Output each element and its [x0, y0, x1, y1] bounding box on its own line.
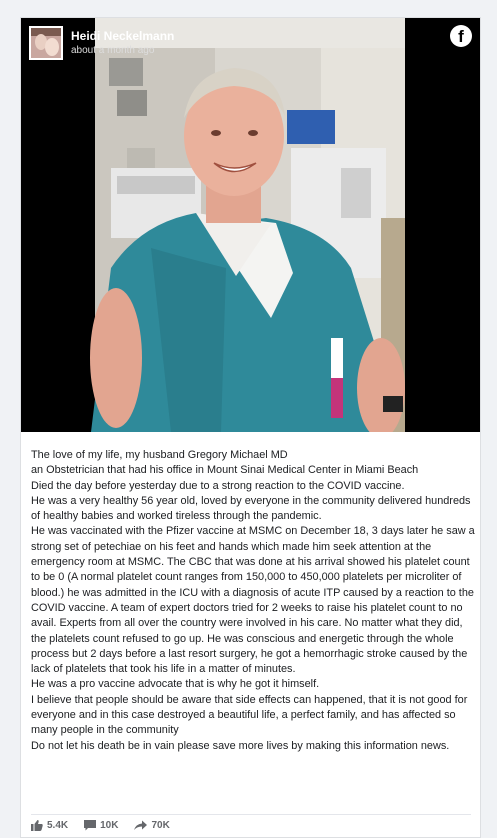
- post-paragraph: Died the day before yesterday due to a strong reaction to the COVID vaccine.: [31, 479, 405, 492]
- facebook-icon[interactable]: f: [450, 25, 472, 47]
- thumbs-up-icon: [31, 820, 43, 831]
- post-paragraph: He was vaccinated with the Pfizer vaccine at MSMC on December 18, 3 days later he saw a strong set of petechiae on his feet and hands which made him seek attention at the emergency room at MSMC. The CBC that was done at his arrival showed his platelet count to be 0 (A normal platelet count ranges from 150,000 to 450,000 platelets per microliter of blood.) he was admitted in the ICU with a diagnosis of acute ITP caused by a reaction to the COVID vaccine. A team of expert doctors tried for 2 weeks to raise his platelet count to no avail. Experts from all over the country were involved in his care. No matter what they did, the platelets count refused to go up. He was conscious and energetic through the whole process but 2 days before a last resort surgery, he got a hemorrhagic stroke caused by the lack of platelets that took his life in a matter of minutes.: [31, 525, 475, 676]
- likes-stat[interactable]: [31, 820, 68, 831]
- likes-count: 5.4K: [47, 820, 69, 831]
- post-paragraph: an Obstetrician that had his office in Mount Sinai Medical Center in Miami Beach: [31, 464, 419, 477]
- author-name[interactable]: Heidi Neckelmann: [71, 29, 175, 43]
- post-timestamp[interactable]: about a month ago: [71, 45, 155, 56]
- post-body: [31, 448, 476, 754]
- post-header: [29, 26, 174, 60]
- shares-count: 70K: [151, 820, 170, 831]
- post-card: [20, 17, 481, 838]
- shares-stat[interactable]: [134, 820, 169, 831]
- share-icon: [134, 820, 147, 831]
- post-photo[interactable]: [21, 18, 480, 432]
- avatar[interactable]: [29, 26, 63, 60]
- photo-illustration: [21, 18, 480, 432]
- post-paragraph: He was a pro vaccine advocate that is why he got it himself.: [31, 678, 320, 691]
- post-paragraph: I believe that people should be aware that side effects can happened, that it is not good for everyone and in this case destroyed a beautiful life, a perfect family, and has affected so many people in the community: [31, 693, 468, 737]
- engagement-stats: [31, 820, 170, 831]
- comments-stat[interactable]: [84, 820, 118, 831]
- post-paragraph: The love of my life, my husband Gregory Michael MD: [31, 449, 288, 461]
- stats-divider: [31, 814, 471, 815]
- comments-count: 10K: [100, 820, 119, 831]
- post-paragraph: He was a very healthy 56 year old, loved by everyone in the community delivered hundreds of healthy babies and worked tireless through the pandemic.: [31, 494, 471, 523]
- comment-icon: [84, 820, 96, 831]
- post-paragraph: Do not let his death be in vain please save more lives by making this information news.: [31, 739, 450, 752]
